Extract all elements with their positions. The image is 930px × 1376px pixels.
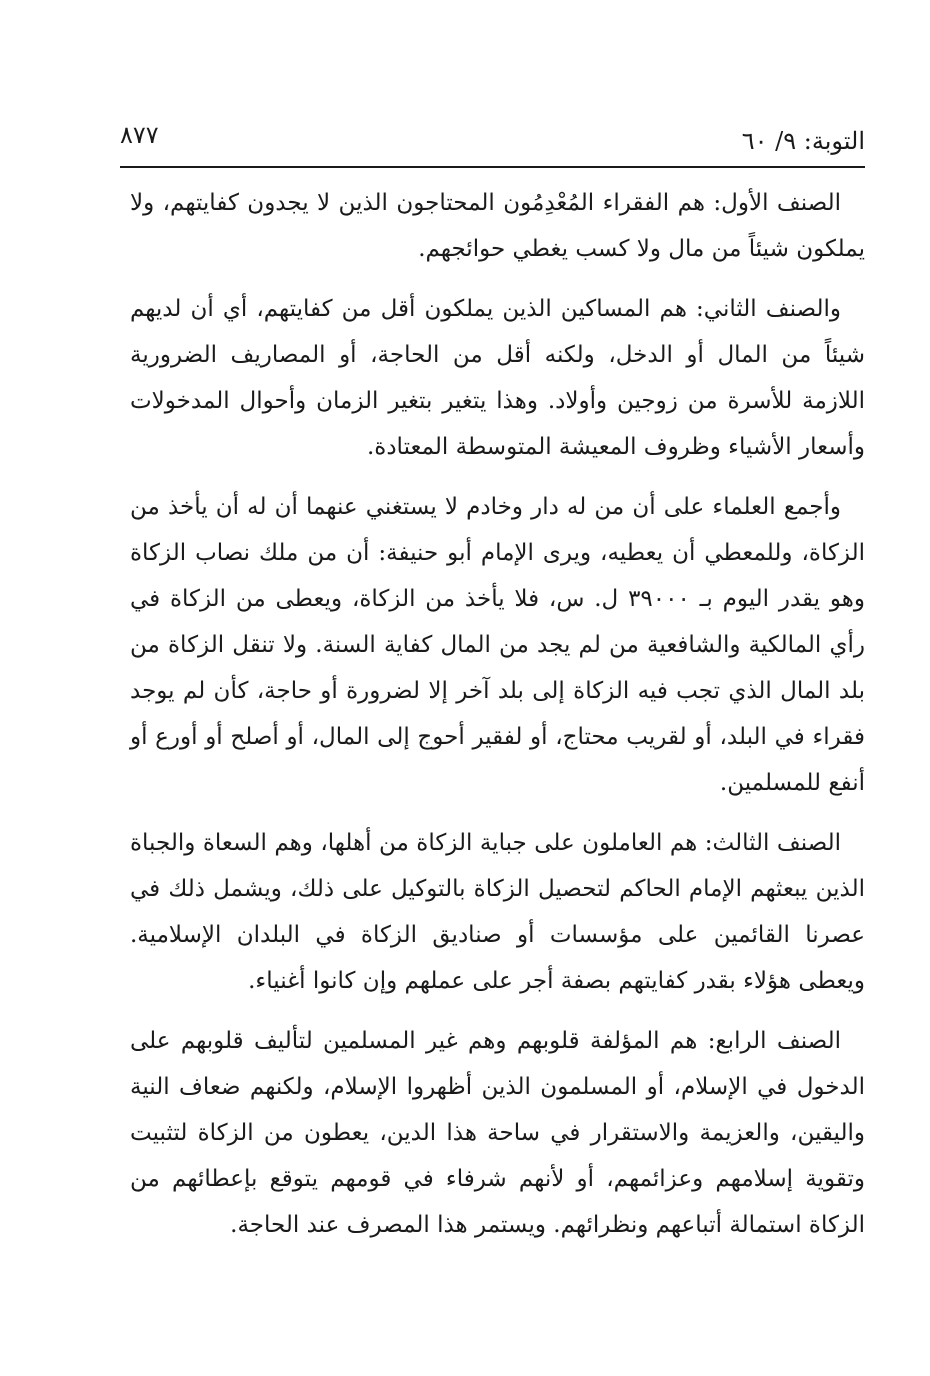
paragraph-scholars-consensus: وأجمع العلماء على أن من له دار وخادم لا يستغني عنهما أن له أن يأخذ من الزكاة، وللمعطي أن يعطيه، ويرى الإمام أبو حنيفة: أن من ملك نصاب الزكاة وهو يقدر اليوم بـ ٣٩٠٠٠ ل. س، فلا يأخذ من الزكاة، ويعطى من الزكاة في رأي المالكية والشافعية من لم يجد من المال كفاية السنة. ولا تنقل الزكاة من بلد المال الذي تجب فيه الزكاة إلى بلد آخر إلا لضرورة أو حاجة، كأن لم يوجد فقراء في البلد، أو لقريب محتاج، أو لفقير أحوج إلى المال، أو أصلح أو أورع أو أنفع للمسلمين. xyxy=(130,494,865,796)
paragraph-category-three: الصنف الثالث: هم العاملون على جباية الزكاة من أهلها، وهم السعاة والجباة الذين يبعثهم الإمام الحاكم لتحصيل الزكاة بالتوكيل على ذلك، ويشمل ذلك في عصرنا القائمين على مؤسسات أو صناديق الزكاة في البلدان الإسلامية. ويعطى هؤلاء بقدر كفايتهم بصفة أجر على عملهم وإن كانوا أغنياء. xyxy=(130,830,866,994)
paragraph-category-two: والصنف الثاني: هم المساكين الذين يملكون أقل من كفايتهم، أي أن لديهم شيئاً من المال أو الدخل، ولكنه أقل من الحاجة، أو المصاريف الضرورية اللازمة للأسرة من زوجين وأولاد. وهذا يتغير بتغير الزمان وأحوال المدخولات وأسعار الأشياء وظروف المعيشة المتوسطة المعتادة. xyxy=(130,296,865,460)
running-head: التوبة: ٩/ ٦٠ xyxy=(741,127,865,155)
paragraph-category-four: الصنف الرابع: هم المؤلفة قلوبهم وهم غير المسلمين لتأليف قلوبهم على الدخول في الإسلام، أو المسلمون الذين أظهروا الإسلام، ولكنهم ضعاف النية واليقين، والعزيمة والاستقرار في ساحة هذا الدين، يعطون من الزكاة لتثبيت وتقوية إسلامهم وعزائمهم، أو لأنهم شرفاء في قومهم يتوقع بإعطائهم من الزكاة استمالة أتباعهم ونظرائهم. ويستمر هذا المصرف عند الحاجة. xyxy=(130,1028,865,1238)
header-rule xyxy=(120,166,865,168)
page-body xyxy=(130,180,865,1262)
paragraph-category-one: الصنف الأول: هم الفقراء المُعْدِمُون المحتاجون الذين لا يجدون كفايتهم، ولا يملكون شيئاً من مال ولا كسب يغطي حوائجهم. xyxy=(130,190,865,262)
page-number: ٨٧٧ xyxy=(120,121,159,149)
page-header xyxy=(120,120,865,160)
